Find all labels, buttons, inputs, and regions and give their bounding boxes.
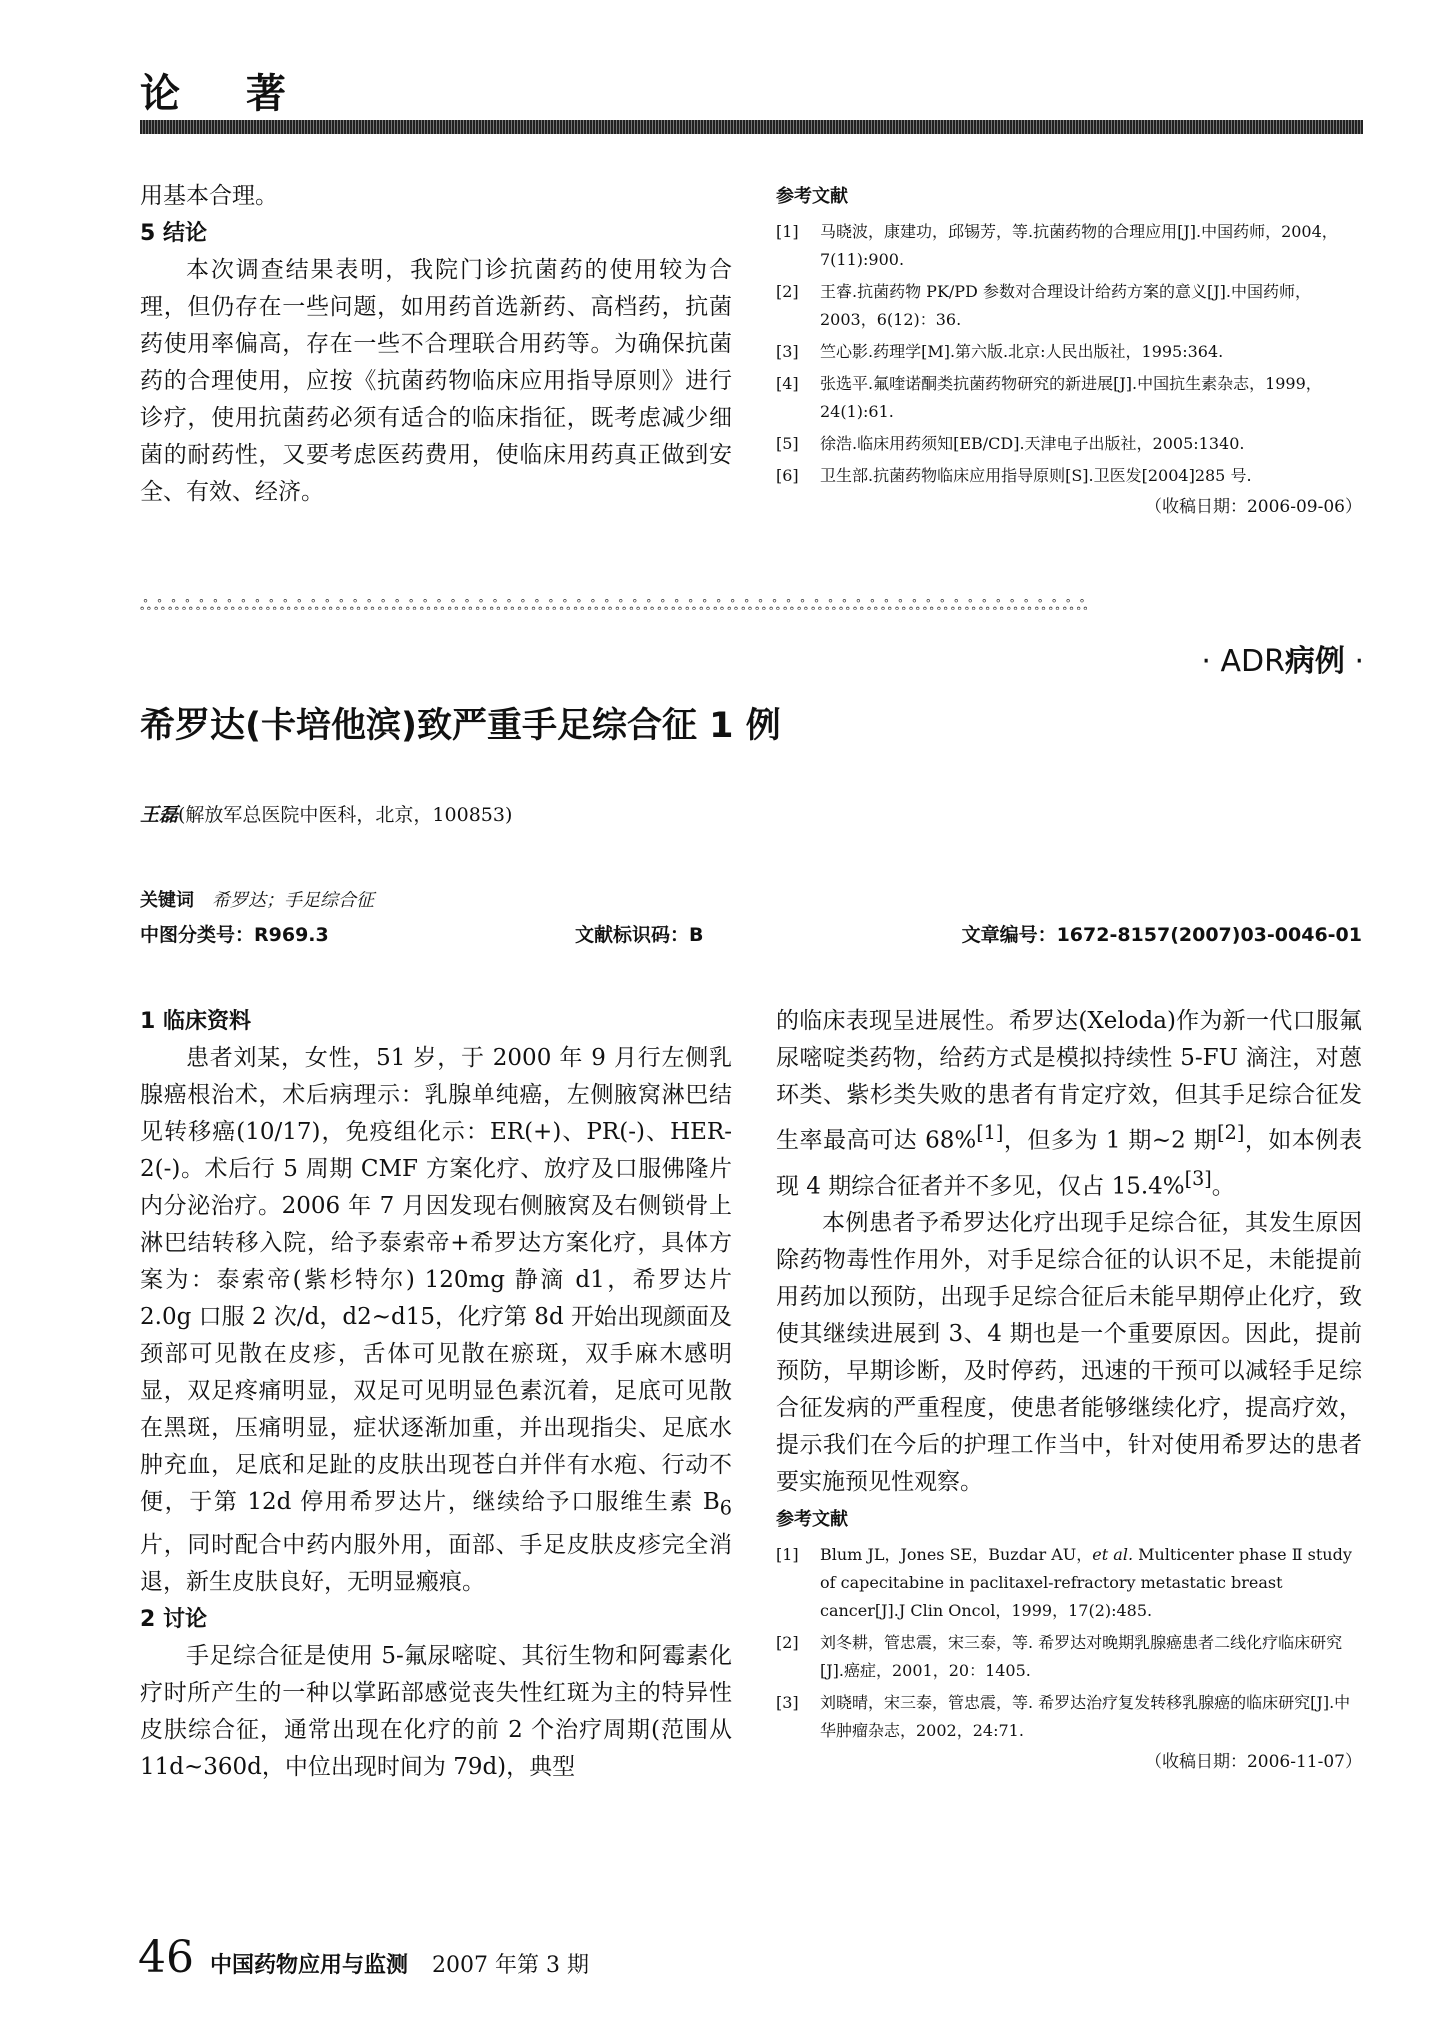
paragraph: 本例患者予希罗达化疗出现手足综合征，其发生原因除药物毒性作用外，对手足综合征的认识不足，未能提前用药加以预防，出现手足综合征后未能早期停止化疗，致使其继续进展到 3、4 期也是一个重要原因。因此，提前预防，早期诊断，及时停药，迅速的干预可以减轻手足综合征发病的严重程度，使患者能够继续化疗，提高疗效，提示我们在今后的护理工作当中，针对使用希罗达的患者要实施预见性观察。 (776, 1210, 1362, 1496)
classification-number: 中图分类号：R969.3 (140, 924, 329, 946)
reference-item: [4] 张选平.氟喹诺酮类抗菌药物研究的新进展[J].中国抗生素杂志，1999，24(1):61. (776, 374, 1322, 421)
continuation-text: 用基本合理。 (140, 183, 278, 209)
document-code: 文献标识码：B (575, 924, 704, 946)
references-title: 参考文献 (776, 186, 848, 207)
section-heading: 5 结论 (140, 221, 207, 246)
keywords-label: 关键词 (140, 890, 194, 911)
section-heading: 2 讨论 (140, 1606, 207, 1632)
prev-article-conclusion (140, 178, 732, 511)
received-date: （收稿日期：2006-11-07） (1144, 1752, 1362, 1773)
author-name: 王磊 (140, 804, 179, 826)
author-affiliation: (解放军总医院中医科，北京，100853) (178, 804, 513, 826)
reference-item: [2] 刘冬耕，管忠震，宋三泰，等. 希罗达对晚期乳腺癌患者二线化疗临床研究[J].癌症，2001，20：1405. (776, 1633, 1343, 1681)
reference-item: [5] 徐浩.临床用药须知[EB/CD].天津电子出版社，2005:1340. (776, 434, 1245, 453)
paragraph: 的临床表现呈进展性。希罗达(Xeloda)作为新一代口服氟尿嘧啶类药物，给药方式是模拟持续性 5-FU 滴注，对蒽环类、紫杉类失败的患者有肯定疗效，但其手足综合征发生率最高可达 68%[1]，但多为 1 期~2 期[2]，如本例表现 4 期综合征者并不多见，仅占 15.4%[3]。 (776, 1008, 1362, 1200)
section-heading: 1 临床资料 (140, 1009, 251, 1034)
column-tag: · ADR病例 · (1201, 644, 1364, 679)
received-date: （收稿日期：2006-09-06） (1144, 497, 1362, 517)
reference-item: [3] 竺心影.药理学[M].第六版.北京:人民出版社，1995:364. (776, 342, 1224, 361)
article-number: 文章编号：1672-8157(2007)03-0046-01 (961, 924, 1362, 946)
reference-item: [6] 卫生部.抗菌药物临床应用指导原则[S].卫医发[2004]285 号. (776, 466, 1252, 485)
reference-item: [2] 王睿.抗菌药物 PK/PD 参数对合理设计给药方案的意义[J].中国药师，2003，6(12)：36. (776, 282, 1311, 329)
paragraph: 本次调查结果表明，我院门诊抗菌药的使用较为合理，但仍存在一些问题，如用药首选新药、高档药，抗菌药使用率偏高，存在一些不合理联合用药等。为确保抗菌药的合理使用，应按《抗菌药物临床应用指导原则》进行诊疗，使用抗菌药必须有适合的临床指征，既考虑减少细菌的耐药性，又要考虑医药费用，使临床用药真正做到安全、有效、经济。 (140, 257, 732, 505)
article-left-column (140, 1003, 732, 1786)
paragraph: 患者刘某，女性，51 岁，于 2000 年 9 月行左侧乳腺癌根治术，术后病理示：乳腺单纯癌，左侧腋窝淋巴结见转移癌(10/17)，免疫组化示：ER(+)、PR(-)、HER-2(-)。术后行 5 周期 CMF 方案化疗、放疗及口服佛隆片内分泌治疗。2006 年 7 月因发现右侧腋窝及右侧锁骨上淋巴结转移入院，给予泰索帝+希罗达方案化疗，具体方案为：泰索帝(紫杉特尔) 120mg 静滴 d1，希罗达片 2.0g 口服 2 次/d，d2~d15，化疗第 8d 开始出现颜面及颈部可见散在皮疹，舌体可见散在瘀斑，双手麻木感明显，双足疼痛明显，双足可见明显色素沉着，足底可见散在黑斑，压痛明显，症状逐渐加重，并出现指尖、足底水肿充血，足底和足趾的皮肤出现苍白并伴有水疱、行动不便，于第 12d 停用希罗达片，继续给予口服维生素 $B_6$ 片，同时配合中药内服外用，面部、手足皮肤皮疹完全消退，新生皮肤良好，无明显瘢痕。 (140, 1045, 732, 1595)
page-number: 46 (138, 1932, 194, 1983)
section-header: 论 著 (140, 71, 312, 117)
reference-item: [3] 刘晓晴，宋三泰，管忠震，等. 希罗达治疗复发转移乳腺癌的临床研究[J].中华肿瘤杂志，2002，24:71. (776, 1693, 1351, 1741)
keywords-value: 希罗达；手足综合征 (212, 890, 374, 911)
article-right-column (776, 1003, 1362, 1775)
journal-issue: 2007 年第 3 期 (432, 1953, 589, 1978)
author-line (140, 800, 512, 827)
keywords-line (140, 886, 374, 912)
ornament-separator: ஃஃஃஃஃஃஃஃஃஃஃஃஃஃஃஃஃஃஃஃஃஃஃஃஃஃஃஃஃஃஃஃஃஃஃஃஃஃஃஃஃஃஃஃஃஃஃஃஃஃஃஃஃஃஃஃஃஃஃஃஃஃஃஃஃஃஃஃ (140, 598, 1091, 614)
article-title: 希罗达(卡培他滨)致严重手足综合征 1 例 (140, 706, 781, 746)
prev-article-references (776, 182, 1362, 520)
references-title: 参考文献 (776, 1509, 848, 1531)
reference-item: [1] Blum JL，Jones SE，Buzdar AU，et al. Multicenter phase Ⅱ study of capecitabine in paclitaxel-refractory metastatic breast cancer[J].J Clin Oncol，1999，17(2):485. (776, 1545, 1352, 1621)
journal-name: 中国药物应用与监测 (210, 1952, 409, 1978)
reference-item: [1] 马晓波，康建功，邱锡芳，等.抗菌药物的合理应用[J].中国药师，2004，7(11):900. (776, 222, 1338, 269)
paragraph: 手足综合征是使用 5-氟尿嘧啶、其衍生物和阿霉素化疗时所产生的一种以掌跖部感觉丧失性红斑为主的特异性皮肤综合征，通常出现在化疗的前 2 个治疗周期(范围从 11d~360d，中位出现时间为 79d)，典型 (140, 1642, 732, 1780)
header-rule (140, 120, 1363, 134)
